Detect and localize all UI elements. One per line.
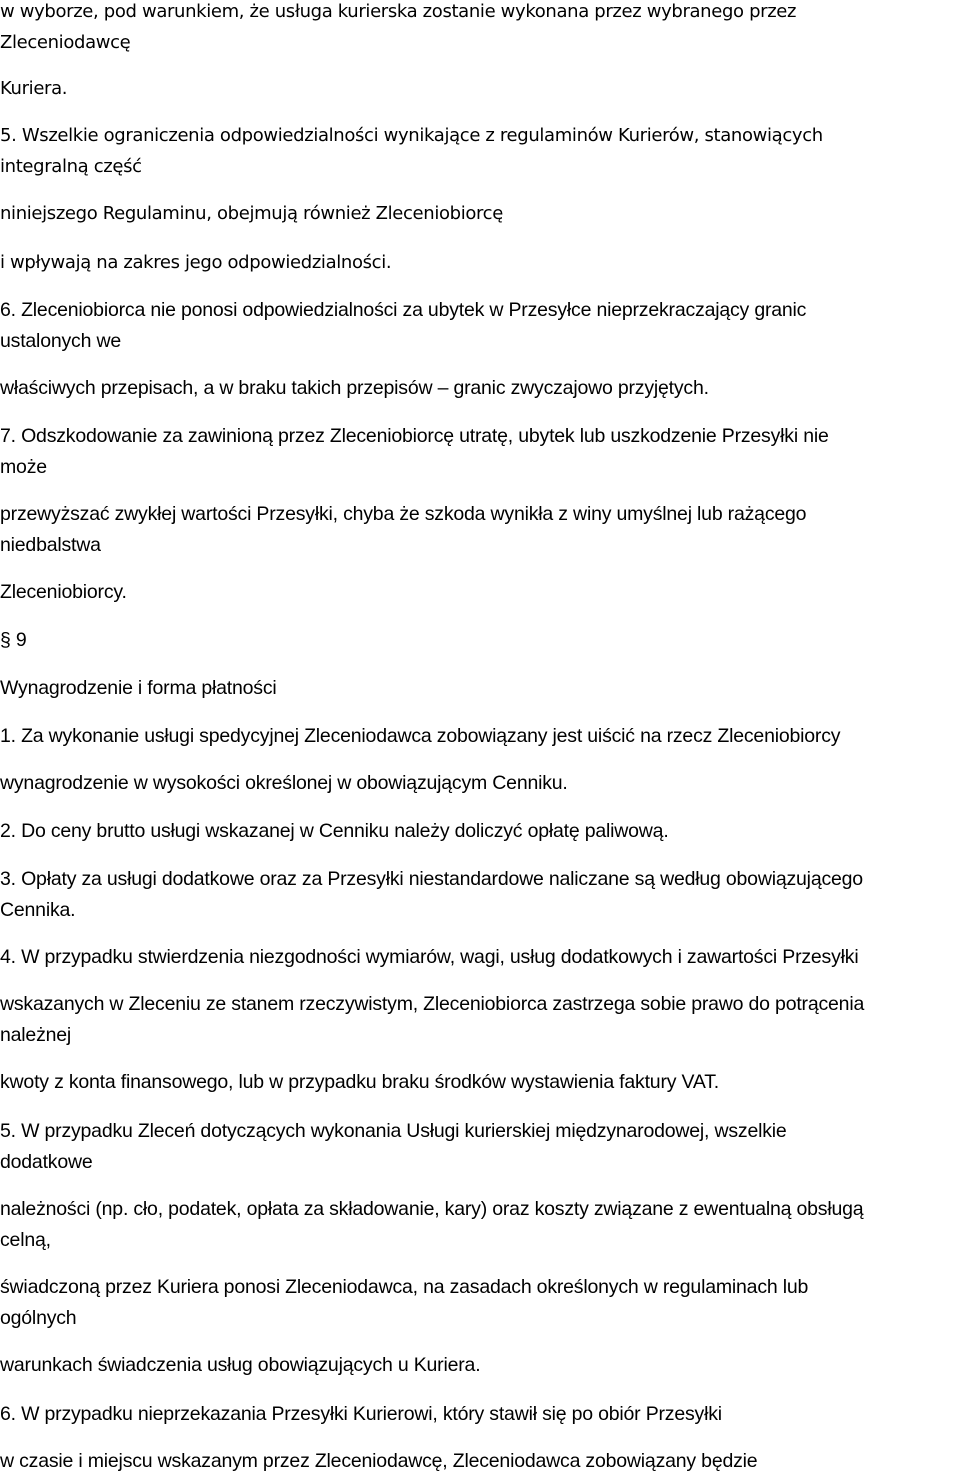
text-line: właściwych przepisach, a w braku takich przepisów – granic zwyczajowo przyjętych.: [0, 377, 709, 399]
text-line: w czasie i miejscu wskazanym przez Zleceniodawcę, Zleceniodawca zobowiązany będzie: [0, 1450, 758, 1472]
text-line: 7. Odszkodowanie za zawinioną przez Zleceniobiorcę utratę, ubytek lub uszkodzenie Przesyłki nie: [0, 425, 829, 447]
text-line: ogólnych: [0, 1307, 77, 1329]
text-line: w wyborze, pod warunkiem, że usługa kurierska zostanie wykonana przez wybranego przez: [0, 1, 797, 22]
text-line: i wpływają na zakres jego odpowiedzialności.: [0, 252, 392, 273]
text-line: 6. W przypadku nieprzekazania Przesyłki Kurierowi, który stawił się po obiór Przesyłki: [0, 1403, 722, 1425]
text-line: 4. W przypadku stwierdzenia niezgodności wymiarów, wagi, usług dodatkowych i zawartości Przesyłki: [0, 946, 859, 968]
text-line: 5. W przypadku Zleceń dotyczących wykonania Usługi kurierskiej międzynarodowej, wszelkie: [0, 1120, 787, 1142]
text-line: Zleceniodawcę: [0, 32, 131, 53]
text-line: ustalonych we: [0, 330, 121, 352]
text-line: dodatkowe: [0, 1151, 93, 1173]
text-line: może: [0, 456, 47, 478]
text-line: wskazanych w Zleceniu ze stanem rzeczywistym, Zleceniobiorca zastrzega sobie prawo do potrącenia: [0, 993, 865, 1015]
text-line: 5. Wszelkie ograniczenia odpowiedzialności wynikające z regulaminów Kurierów, stanowiących: [0, 125, 823, 146]
text-line: świadczoną przez Kuriera ponosi Zleceniodawca, na zasadach określonych w regulaminach lub: [0, 1276, 809, 1298]
text-line: kwoty z konta finansowego, lub w przypadku braku środków wystawienia faktury VAT.: [0, 1071, 720, 1093]
text-line: 6. Zleceniobiorca nie ponosi odpowiedzialności za ubytek w Przesyłce nieprzekraczający granic: [0, 299, 807, 321]
section-heading: § 9: [0, 629, 27, 651]
text-line: Zleceniobiorcy.: [0, 581, 127, 603]
text-line: przewyższać zwykłej wartości Przesyłki, chyba że szkoda wynikła z winy umyślnej lub rażącego: [0, 503, 807, 525]
text-line: celną,: [0, 1229, 51, 1251]
text-line: niedbalstwa: [0, 534, 101, 556]
section-title: Wynagrodzenie i forma płatności: [0, 677, 277, 699]
text-line: należności (np. cło, podatek, opłata za składowanie, kary) oraz koszty związane z ewentualną obsługą: [0, 1198, 864, 1220]
text-line: niniejszego Regulaminu, obejmują również Zleceniobiorcę: [0, 203, 503, 224]
text-line: Kuriera.: [0, 78, 68, 99]
text-line: warunkach świadczenia usług obowiązujących u Kuriera.: [0, 1354, 481, 1376]
text-line: 2. Do ceny brutto usługi wskazanej w Cenniku należy doliczyć opłatę paliwową.: [0, 820, 669, 842]
text-line: 1. Za wykonanie usługi spedycyjnej Zleceniodawca zobowiązany jest uiścić na rzecz Zleceniobiorcy: [0, 725, 841, 747]
text-line: wynagrodzenie w wysokości określonej w obowiązującym Cenniku.: [0, 772, 568, 794]
text-line: należnej: [0, 1024, 72, 1046]
text-line: Cennika.: [0, 899, 76, 921]
text-line: integralną część: [0, 156, 142, 177]
text-line: 3. Opłaty za usługi dodatkowe oraz za Przesyłki niestandardowe naliczane są według obowiązującego: [0, 868, 863, 890]
